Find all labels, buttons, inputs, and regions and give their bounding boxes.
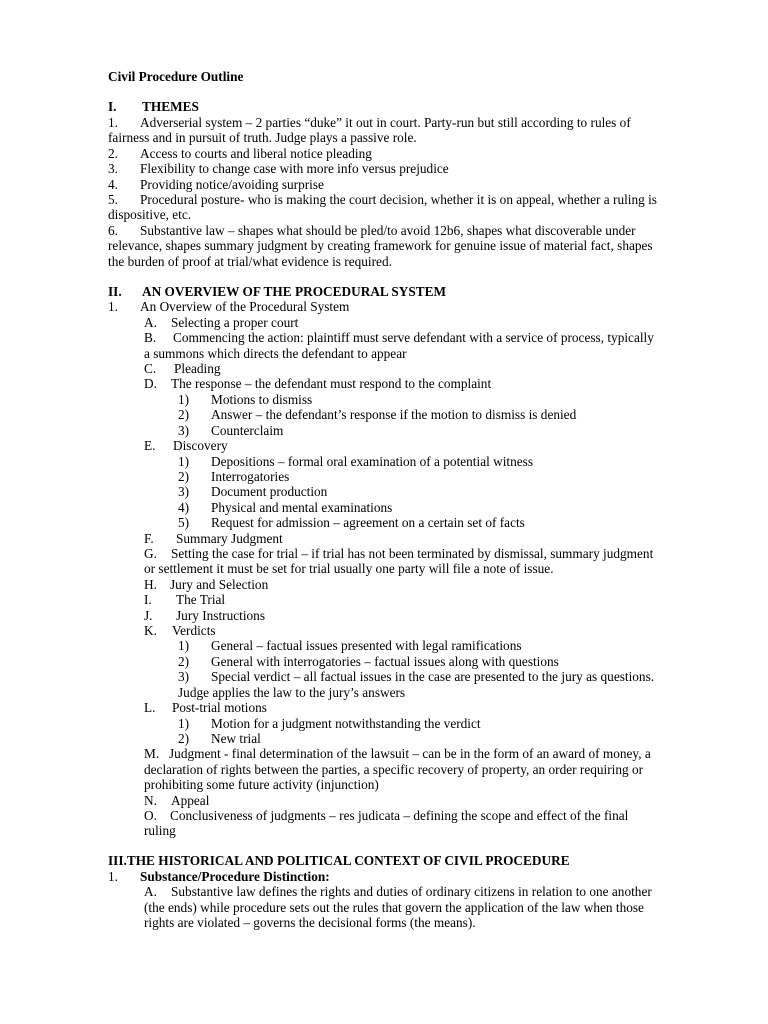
- item-i-text: The Trial: [176, 592, 226, 607]
- item-g-letter: G.: [144, 546, 157, 561]
- item-h-text: Jury and Selection: [170, 577, 269, 592]
- section-3-a-continuation-1: (the ends) while procedure sets out the rules that govern the application of the law when those: [144, 900, 644, 915]
- theme-1-line-2: fairness and in pursuit of truth. Judge plays a passive role.: [108, 130, 417, 145]
- item-c-text: Pleading: [174, 361, 221, 376]
- item-e-letter: E.: [144, 438, 156, 453]
- item-e-sub-5-text: Request for admission – agreement on a certain set of facts: [211, 515, 525, 530]
- item-d-sub-3-number: 3): [178, 423, 190, 438]
- item-d-sub-2-text: Answer – the defendant’s response if the motion to dismiss is denied: [211, 407, 577, 422]
- item-a-letter: A.: [144, 315, 157, 330]
- item-k-sub-1-text: General – factual issues presented with legal ramifications: [211, 638, 522, 653]
- item-e-sub-4-text: Physical and mental examinations: [211, 500, 393, 515]
- item-j-text: Jury Instructions: [176, 608, 266, 623]
- item-d-text: The response – the defendant must respond to the complaint: [171, 376, 492, 391]
- item-e-text: Discovery: [173, 438, 228, 453]
- theme-3-number: 3.: [108, 161, 118, 176]
- item-o-text: Conclusiveness of judgments – res judicata – defining the scope and effect of the final: [170, 808, 629, 823]
- document-title: Civil Procedure Outline: [108, 69, 244, 84]
- item-l-sub-2-number: 2): [178, 731, 190, 746]
- theme-5-line-2: dispositive, etc.: [108, 207, 192, 222]
- section-3-a-text: Substantive law defines the rights and duties of ordinary citizens in relation to one another: [171, 884, 652, 899]
- item-m-letter: M.: [144, 746, 160, 761]
- item-e-sub-3-text: Document production: [211, 484, 328, 499]
- section-3-heading: III.THE HISTORICAL AND POLITICAL CONTEXT OF CIVIL PROCEDURE: [108, 853, 570, 868]
- item-o-continuation: ruling: [144, 823, 176, 838]
- item-d-letter: D.: [144, 376, 157, 391]
- section-1-heading: THEMES: [142, 99, 199, 114]
- item-f-text: Summary Judgment: [176, 531, 283, 546]
- item-j-letter: J.: [144, 608, 153, 623]
- item-e-sub-2-number: 2): [178, 469, 190, 484]
- item-a-text: Selecting a proper court: [171, 315, 299, 330]
- theme-6-line-3: the burden of proof at trial/what evidence is required.: [108, 254, 392, 269]
- item-m-text: Judgment - final determination of the lawsuit – can be in the form of an award of money, a: [169, 746, 651, 761]
- item-m-continuation-1: declaration of rights between the parties, a specific recovery of property, an order requiring or: [144, 762, 644, 777]
- item-e-sub-4-number: 4): [178, 500, 190, 515]
- item-i-letter: I.: [144, 592, 152, 607]
- section-2-number: II.: [108, 284, 122, 299]
- theme-4-number: 4.: [108, 177, 118, 192]
- item-l-text: Post-trial motions: [172, 700, 267, 715]
- item-k-sub-2-text: General with interrogatories – factual issues along with questions: [211, 654, 559, 669]
- item-b-letter: B.: [144, 330, 157, 345]
- item-k-sub-3-number: 3): [178, 669, 190, 684]
- theme-3-line-1: Flexibility to change case with more info versus prejudice: [140, 161, 449, 176]
- item-k-letter: K.: [144, 623, 157, 638]
- item-e-sub-1-text: Depositions – formal oral examination of a potential witness: [211, 454, 534, 469]
- theme-6-line-2: relevance, shapes summary judgment by creating framework for genuine issue of material fact, shapes: [108, 238, 653, 253]
- theme-6-number: 6.: [108, 223, 118, 238]
- theme-2-number: 2.: [108, 146, 118, 161]
- section-2-heading: AN OVERVIEW OF THE PROCEDURAL SYSTEM: [142, 284, 447, 299]
- item-d-sub-1-number: 1): [178, 392, 190, 407]
- item-b-text: Commencing the action: plaintiff must serve defendant with a service of process, typically: [173, 330, 654, 345]
- item-e-sub-3-number: 3): [178, 484, 190, 499]
- item-k-sub-1-number: 1): [178, 638, 190, 653]
- item-f-letter: F.: [144, 531, 154, 546]
- theme-1-line-1: Adverserial system – 2 parties “duke” it out in court. Party-run but still according to rules of: [140, 115, 631, 130]
- theme-5-number: 5.: [108, 192, 118, 207]
- item-l-sub-1-text: Motion for a judgment notwithstanding the verdict: [211, 716, 481, 731]
- item-k-sub-3-text: Special verdict – all factual issues in the case are presented to the jury as questions.: [211, 669, 655, 684]
- section-3-item-number: 1.: [108, 869, 118, 884]
- item-d-sub-3-text: Counterclaim: [211, 423, 284, 438]
- section-3-a-letter: A.: [144, 884, 157, 899]
- item-n-letter: N.: [144, 793, 157, 808]
- item-d-sub-2-number: 2): [178, 407, 190, 422]
- item-o-letter: O.: [144, 808, 157, 823]
- item-e-sub-5-number: 5): [178, 515, 190, 530]
- item-e-sub-2-text: Interrogatories: [211, 469, 290, 484]
- item-k-text: Verdicts: [172, 623, 216, 638]
- section-3-item-text: Substance/Procedure Distinction:: [140, 869, 330, 884]
- item-b-continuation: a summons which directs the defendant to appear: [144, 346, 407, 361]
- item-l-sub-2-text: New trial: [211, 731, 261, 746]
- item-l-letter: L.: [144, 700, 156, 715]
- item-d-sub-1-text: Motions to dismiss: [211, 392, 313, 407]
- theme-1-number: 1.: [108, 115, 118, 130]
- section-3-a-continuation-2: rights are violated – governs the decisional forms (the means).: [144, 915, 476, 930]
- overview-item-number: 1.: [108, 299, 118, 314]
- overview-item-text: An Overview of the Procedural System: [140, 299, 350, 314]
- item-k-sub-2-number: 2): [178, 654, 190, 669]
- item-n-text: Appeal: [171, 793, 210, 808]
- item-h-letter: H.: [144, 577, 157, 592]
- theme-5-line-1: Procedural posture- who is making the court decision, whether it is on appeal, whether a ruling is: [140, 192, 657, 207]
- item-g-text: Setting the case for trial – if trial has not been terminated by dismissal, summary judgment: [171, 546, 654, 561]
- section-1-number: I.: [108, 99, 117, 114]
- item-c-letter: C.: [144, 361, 157, 376]
- item-k-continuation: Judge applies the law to the jury’s answers: [178, 685, 406, 700]
- item-m-continuation-2: prohibiting some future activity (injunction): [144, 777, 379, 792]
- theme-2-line-1: Access to courts and liberal notice pleading: [140, 146, 372, 161]
- item-g-continuation: or settlement it must be set for trial usually one party will file a note of issue.: [144, 561, 554, 576]
- item-l-sub-1-number: 1): [178, 716, 190, 731]
- theme-6-line-1: Substantive law – shapes what should be pled/to avoid 12b6, shapes what discoverable under: [140, 223, 636, 238]
- item-e-sub-1-number: 1): [178, 454, 190, 469]
- theme-4-line-1: Providing notice/avoiding surprise: [140, 177, 324, 192]
